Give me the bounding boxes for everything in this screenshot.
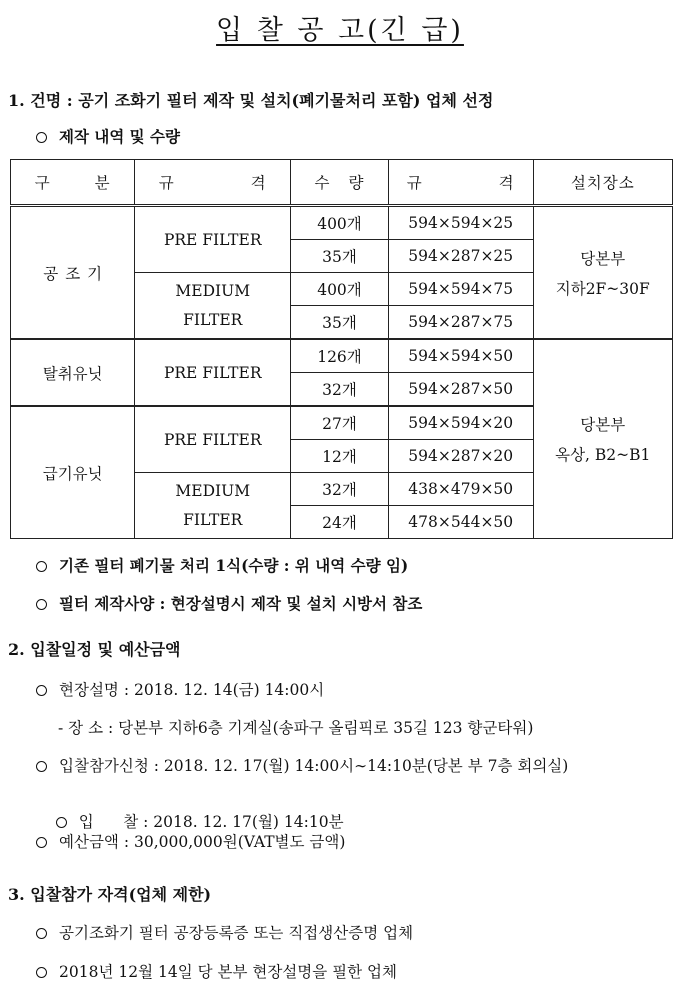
header-cell: 규 격 (135, 160, 291, 206)
schedule-text: 현장설명 : 2018. 12. 14(금) 14:00시 (59, 681, 325, 699)
spec-table (10, 159, 673, 539)
section2-heading: 2. 입찰일정 및 예산금액 (8, 640, 181, 659)
header-cell: 설치장소 (533, 160, 672, 206)
qualification-text: 2018년 12월 14일 당 본부 현장설명을 필한 업체 (59, 963, 397, 981)
qty-cell: 35개 (291, 306, 389, 340)
qualification-item (36, 921, 413, 943)
qty-cell: 12개 (291, 440, 389, 473)
qty-cell: 27개 (291, 406, 389, 440)
filter-type-cell: MEDIUM FILTER (135, 273, 291, 340)
schedule-text: 입 찰 : 2018. 12. 17(월) 14:10분 (78, 813, 344, 831)
circle-bullet-icon (36, 599, 47, 610)
size-cell: 594×594×75 (388, 273, 533, 306)
page-title: 입 찰 공 고(긴 급) (216, 15, 464, 46)
table-row (11, 339, 673, 373)
table-row (11, 206, 673, 240)
location-line: 지하2F~30F (555, 279, 650, 298)
size-cell: 438×479×50 (388, 473, 533, 506)
schedule-item (36, 830, 345, 852)
size-cell: 594×287×50 (388, 373, 533, 407)
schedule-location: - 장 소 : 당본부 지하6층 기계실(송파구 올림픽로 35길 123 향군타워) (58, 719, 534, 737)
qty-cell: 32개 (291, 473, 389, 506)
filter-type-cell: PRE FILTER (135, 206, 291, 273)
size-cell: 594×287×20 (388, 440, 533, 473)
section1-heading: 1. 건명 : 공기 조화기 필터 제작 및 설치(폐기물처리 포함) 업체 선정 (8, 91, 494, 110)
note-text: 기존 필터 폐기물 처리 1식(수량 : 위 내역 수량 임) (59, 556, 409, 575)
location-line: 당본부 (580, 416, 626, 434)
circle-bullet-icon (36, 837, 47, 848)
schedule-item (36, 754, 568, 776)
schedule-text: 예산금액 : 30,000,000원(VAT별도 금액) (59, 833, 346, 851)
section1-sub (36, 125, 180, 147)
header-cell: 규 격 (388, 160, 533, 206)
size-cell: 594×287×75 (388, 306, 533, 340)
circle-bullet-icon (36, 685, 47, 696)
size-cell: 594×594×20 (388, 406, 533, 440)
filter-type-cell: MEDIUM FILTER (135, 473, 291, 539)
location-cell (533, 339, 672, 539)
qty-cell: 35개 (291, 240, 389, 273)
circle-bullet-icon (36, 761, 47, 772)
size-cell: 594×594×25 (388, 206, 533, 240)
section1-sub-text: 제작 내역 및 수량 (59, 127, 181, 146)
filter-type-cell: PRE FILTER (135, 339, 291, 406)
circle-bullet-icon (36, 132, 47, 143)
note-item (36, 592, 422, 614)
location-line: 옥상, B2~B1 (555, 446, 651, 464)
schedule-item (36, 678, 324, 700)
size-cell: 478×544×50 (388, 506, 533, 539)
qty-cell: 24개 (291, 506, 389, 539)
qty-cell: 32개 (291, 373, 389, 407)
circle-bullet-icon (36, 561, 47, 572)
group-cell: 급기유닛 (11, 406, 135, 539)
qty-cell: 126개 (291, 339, 389, 373)
qty-cell: 400개 (291, 206, 389, 240)
qualification-item (36, 960, 397, 982)
group-cell: 탈취유닛 (11, 339, 135, 406)
qty-cell: 400개 (291, 273, 389, 306)
circle-bullet-icon (36, 928, 47, 939)
group-cell: 공 조 기 (11, 206, 135, 340)
header-cell: 수 량 (291, 160, 389, 206)
header-cell: 구 분 (11, 160, 135, 206)
circle-bullet-icon (36, 967, 47, 978)
filter-type-cell: PRE FILTER (135, 406, 291, 473)
location-cell (533, 206, 672, 340)
location-line: 당본부 (580, 249, 626, 268)
circle-bullet-icon (56, 817, 67, 828)
size-cell: 594×287×25 (388, 240, 533, 273)
table-header-row (11, 160, 673, 206)
qualification-text: 공기조화기 필터 공장등록증 또는 직접생산증명 업체 (59, 924, 414, 942)
section3-heading: 3. 입찰참가 자격(업체 제한) (8, 885, 212, 904)
size-cell: 594×594×50 (388, 339, 533, 373)
note-text: 필터 제작사양 : 현장설명시 제작 및 설치 시방서 참조 (59, 594, 423, 613)
note-item (36, 554, 408, 576)
schedule-text: 입찰참가신청 : 2018. 12. 17(월) 14:00시∼14:10분(당본 부 7층 회의실) (59, 757, 569, 775)
